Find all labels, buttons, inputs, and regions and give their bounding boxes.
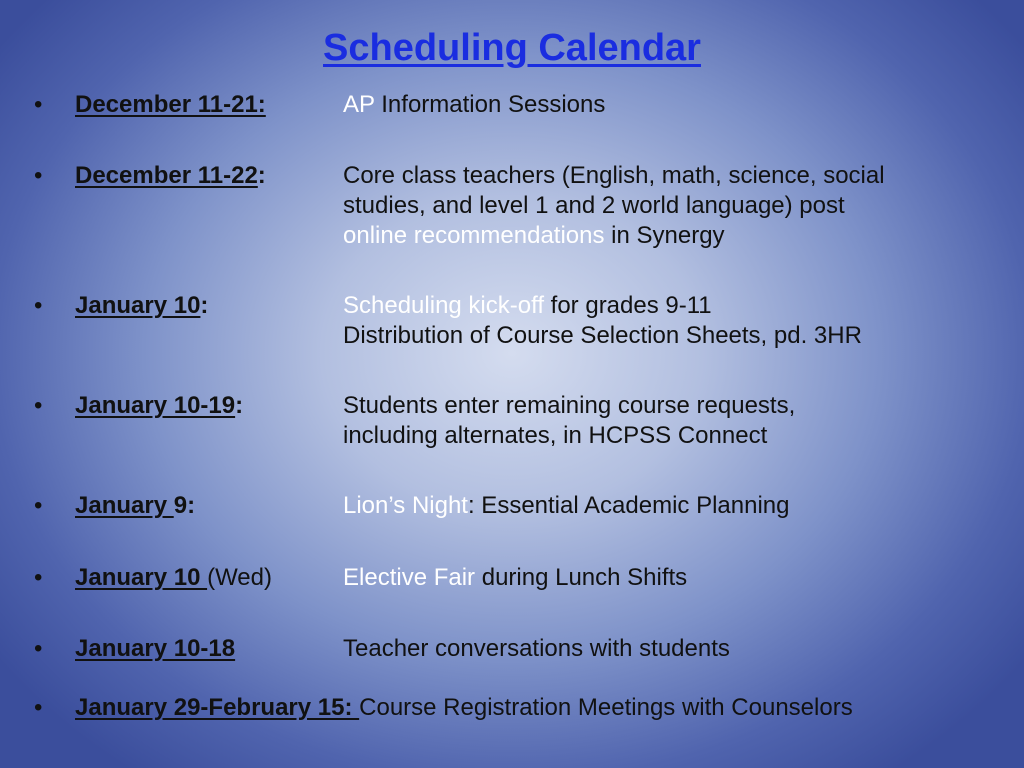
schedule-date: December 11-21: [75, 91, 266, 118]
bullet: • [34, 91, 43, 118]
schedule-description: Core class teachers (English, math, science, social studies, and level 1 and 2 world language) post online recommendations in Synergy [343, 162, 885, 249]
schedule-description: Scheduling kick-off for grades 9-11 Distribution of Course Selection Sheets, pd. 3HR [343, 292, 862, 349]
schedule-date-and-description: January 29-February 15: Course Registration Meetings with Counselors [75, 694, 853, 721]
schedule-date: January 10-19: [75, 392, 244, 419]
schedule-description: Students enter remaining course requests, including alternates, in HCPSS Connect [343, 392, 796, 449]
schedule-description: AP Information Sessions [343, 91, 606, 118]
bullet: • [34, 292, 43, 319]
bullet: • [34, 162, 43, 189]
bullet: • [34, 564, 43, 591]
bullet: • [34, 392, 43, 419]
schedule-description: Elective Fair during Lunch Shifts [343, 564, 688, 591]
schedule-date: January 10: [75, 292, 209, 319]
bullet: • [34, 492, 43, 519]
schedule-description: Lion’s Night: Essential Academic Planning [343, 492, 790, 519]
bullet: • [34, 694, 43, 721]
schedule-date: January 9: [75, 492, 196, 519]
schedule-description: Teacher conversations with students [343, 635, 730, 662]
page-title: Scheduling Calendar [323, 27, 701, 69]
schedule-date: January 10-18 [75, 635, 236, 662]
schedule-date: December 11-22: [75, 162, 266, 189]
bullet: • [34, 635, 43, 662]
schedule-date: January 10 (Wed) [75, 564, 272, 591]
